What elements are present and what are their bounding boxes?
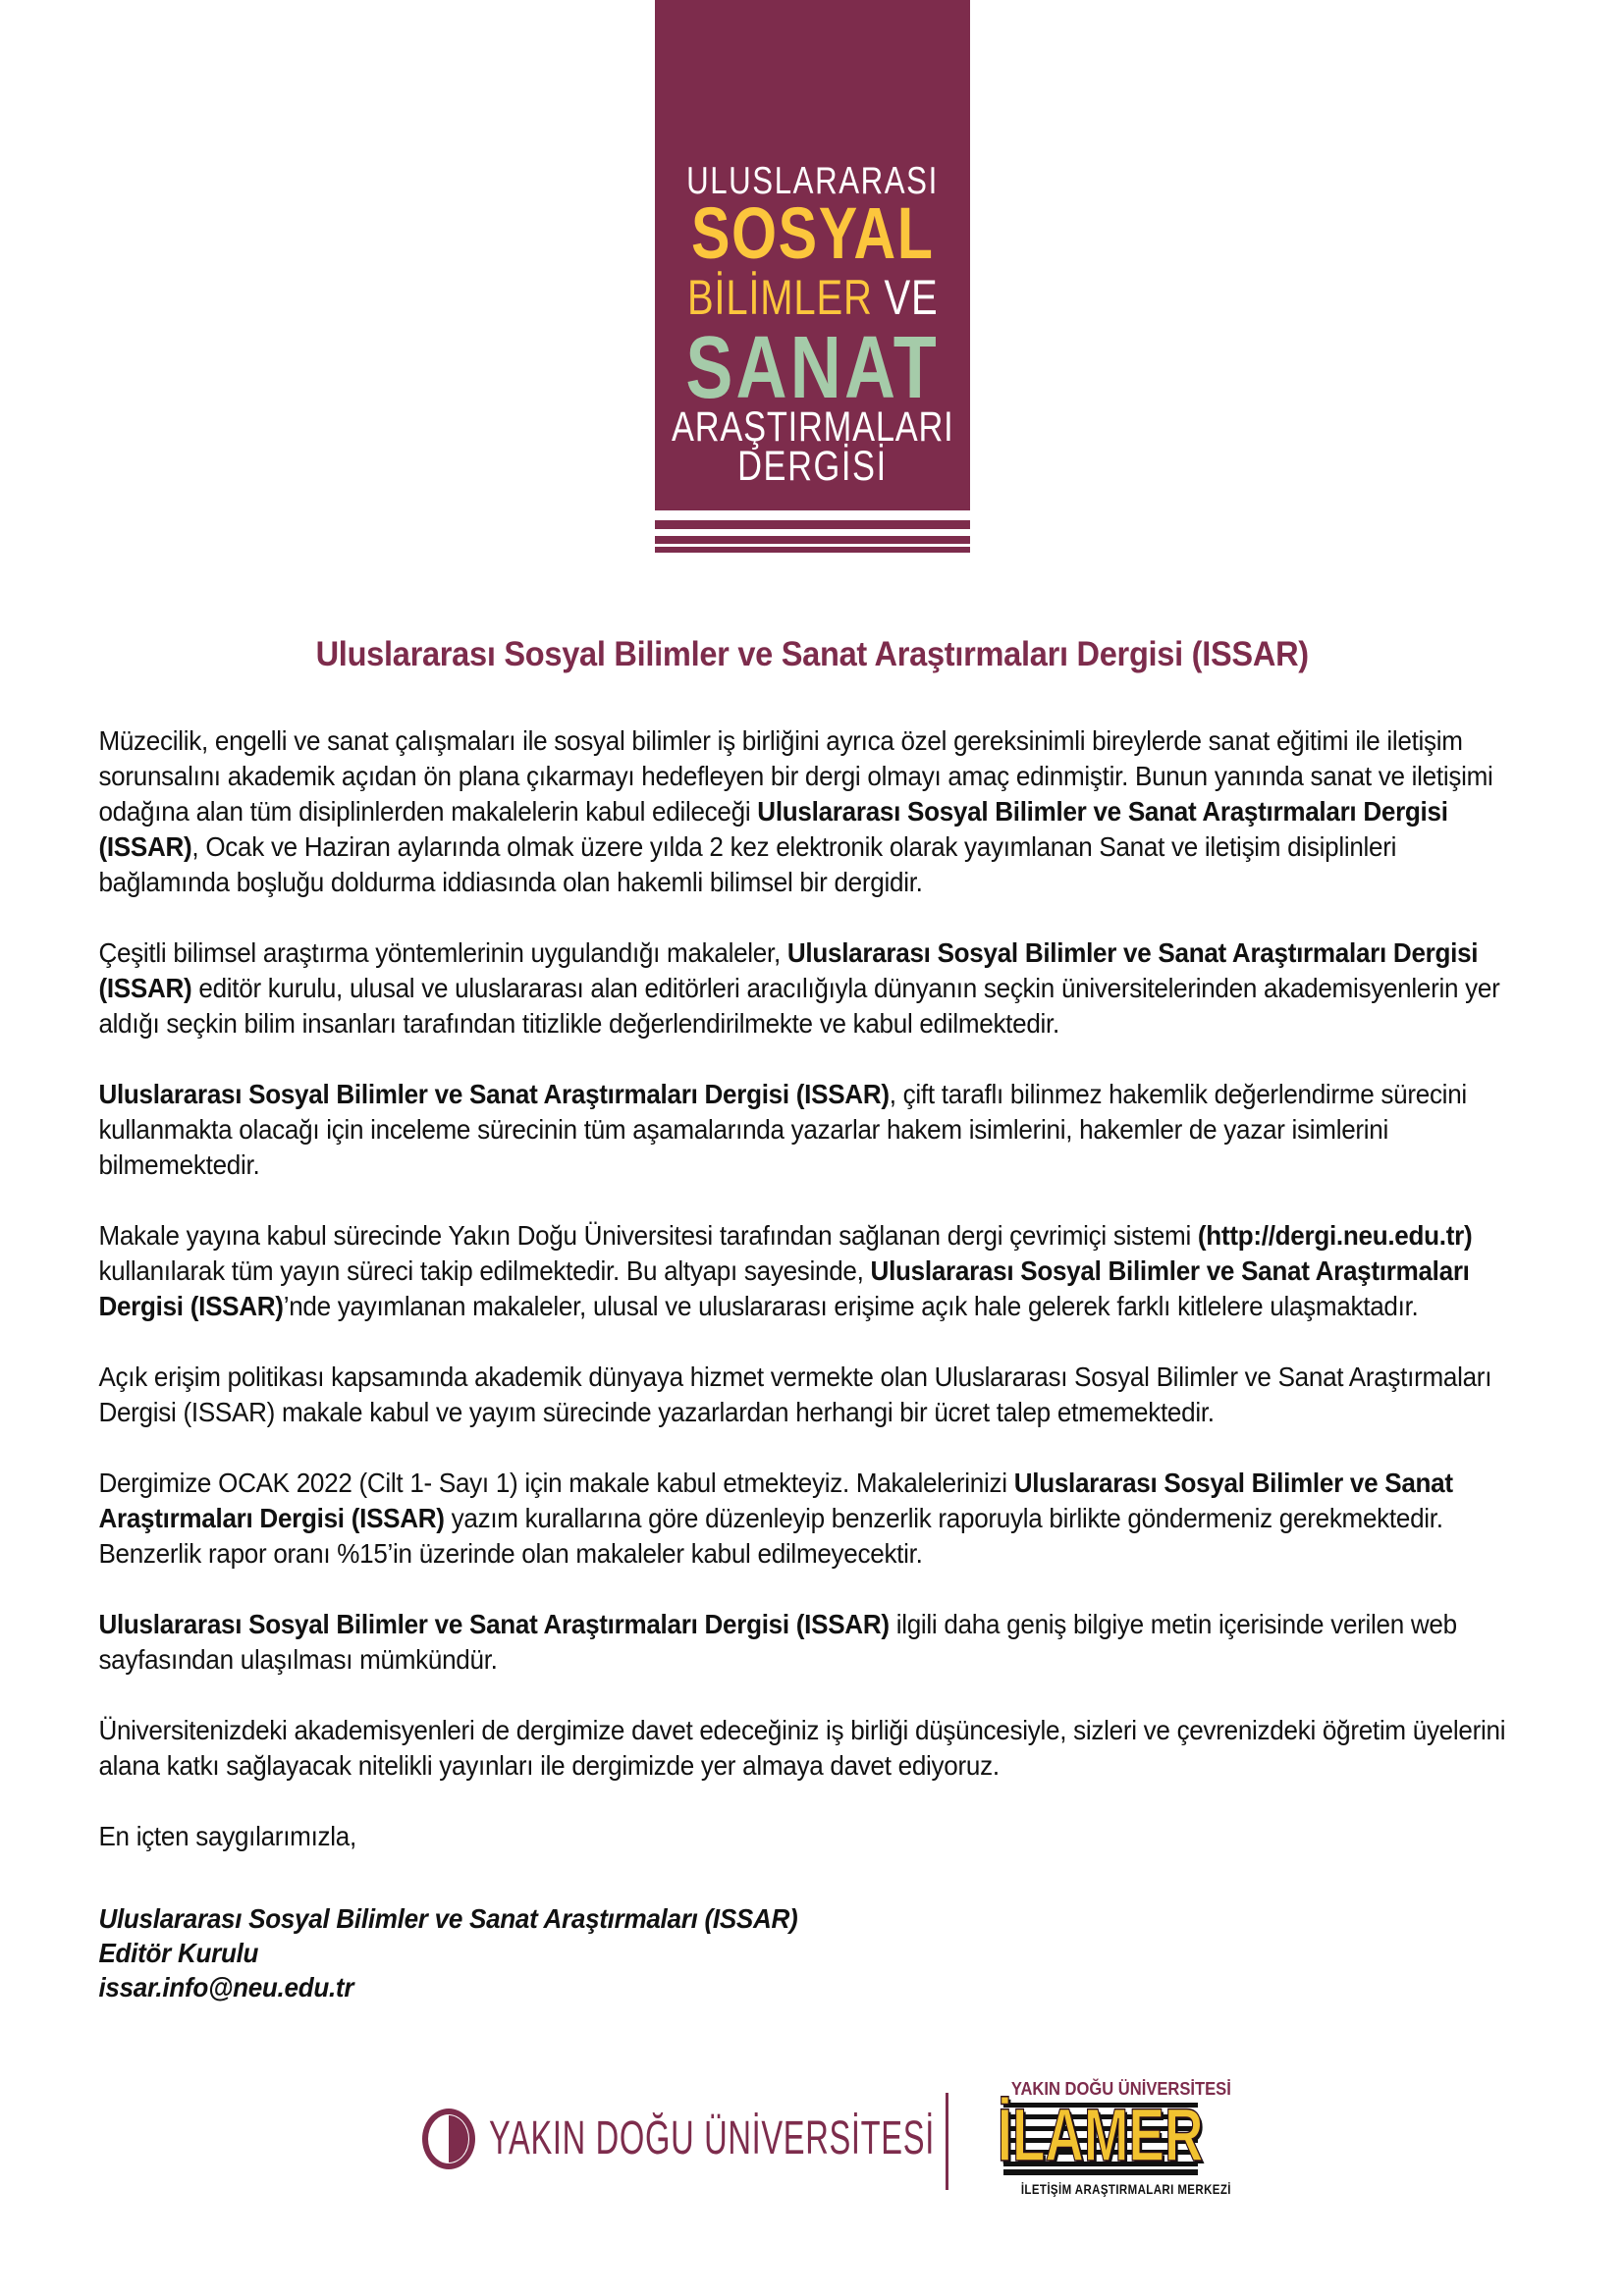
paragraph [98,1607,1526,1678]
paragraph [98,935,1526,1041]
paragraph [98,1077,1526,1183]
footer-divider [946,2093,948,2190]
banner-line-dergisi: DERGİSİ [737,443,888,490]
neu-crescent-circle-icon [422,2109,475,2169]
page-title: Uluslararası Sosyal Bilimler ve Sanat Araştırmaları Dergisi (ISSAR) [315,635,1309,673]
text-run: Uluslararası Sosyal Bilimler ve Sanat Araştırmaları Dergisi (ISSAR) [98,1468,1453,1533]
text-run: Uluslararası Sosyal Bilimler ve Sanat Araştırmaları Dergisi (ISSAR) [98,796,1448,862]
paragraph [98,1819,1526,1854]
signature-journal-name: Uluslararası Sosyal Bilimler ve Sanat Araştırmaları (ISSAR) [98,1903,798,1934]
signature-block [98,1901,1526,2004]
text-run: Üniversitenizdeki akademisyenleri de dergimize davet edeceğiniz iş birliği düşüncesiyle, sizleri ve çevrenizdeki öğretim üyelerini alana katkı sağlayacak nitelikli yayınları ile dergimizde yer almaya davet ediyoruz. [98,1715,1506,1781]
text-run: Çeşitli bilimsel araştırma yöntemlerinin uygulandığı makaleler, [98,937,787,968]
text-run: yazım kurallarına göre düzenleyip benzerlik raporuyla birlikte göndermeniz gerekmektedir. Benzerlik rapor oranı %15’in üzerinde olan makaleler kabul edilmeyecektir. [98,1503,1443,1569]
text-run: , çift taraflı bilinmez hakemlik değerlendirme sürecini kullanmakta olacağı için inceleme sürecinin tüm aşamalarında yazarlar hakem isimlerini, hakemler de yazar isimlerini bilmemektedir. [98,1079,1467,1180]
text-run: (http://dergi.neu.edu.tr) [1197,1220,1473,1251]
paragraph [98,723,1526,900]
signature-email: issar.info@neu.edu.tr [98,1972,354,2002]
text-run: editör kurulu, ulusal ve uluslararası alan editörleri aracılığıyla dünyanın seçkin üniversitelerinden akademisyenlerin yer aldığı seçkin bilim insanları tarafından titizlikle değerlendirilmekte ve kabul edilmektedir. [98,973,1500,1039]
text-run: Uluslararası Sosyal Bilimler ve Sanat Araştırmaları Dergisi (ISSAR) [98,937,1479,1003]
text-run: Uluslararası Sosyal Bilimler ve Sanat Araştırmaları Dergisi (ISSAR) [98,1609,890,1639]
body-paragraphs [98,723,1526,1854]
ilamer-university-text: YAKIN DOĞU ÜNİVERSİTESİ [1010,2079,1231,2099]
text-run: kullanılarak tüm yayın süreci takip edilmektedir. Bu altyapı sayesinde, [98,1255,871,1286]
text-run: , Ocak ve Haziran aylarında olmak üzere yılda 2 kez elektronik olarak yayımlanan Sanat ve iletişim disiplinleri bağlamında boşluğu doldurma iddiasında olan hakemli bilimsel bir dergidir. [98,831,1397,897]
ilamer-striped-block [998,2094,1204,2177]
text-run: Uluslararası Sosyal Bilimler ve Sanat Araştırmaları Dergisi (ISSAR) [98,1079,890,1109]
paragraph [98,1218,1526,1324]
banner-line-sosyal: SOSYAL [690,192,935,274]
text-run: Makale yayına kabul sürecinde Yakın Doğu Üniversitesi tarafından sağlanan dergi çevrimiçi sistemi [98,1220,1198,1251]
banner-line-sanat: SANAT [685,319,940,417]
ilamer-subtitle-text: İLETİŞİM ARAŞTIRMALARI MERKEZİ [1020,2181,1231,2197]
paragraph [98,1466,1526,1572]
text-run: Müzecilik, engelli ve sanat çalışmaları ile sosyal bilimler iş birliğini ayrıca özel gereksinimli bireylerde sanat eğitimi ile iletişim sorunsalını akademik açıdan ön plana çıkarmayı hedefleyen bir dergi olmayı amaç edinmiştir. Bunun yanında sanat ve iletişimi odağına alan tüm disiplinlerden makalelerin kabul edileceği [98,725,1493,827]
text-run: Açık erişim politikası kapsamında akademik dünyaya hizmet vermekte olan Uluslararası Sosyal Bilimler ve Sanat Araştırmaları Dergisi (ISSAR) makale kabul ve yayım sürecinde yazarlardan herhangi bir ücret talep etmemektedir. [98,1362,1492,1427]
signature-editorial-board: Editör Kurulu [98,1938,259,1968]
text-run: ’nde yayımlanan makaleler, ulusal ve uluslararası erişime açık hale gelerek farklı kitlelere ulaşmaktadır. [283,1291,1419,1321]
banner-word-bilimler: BİLİMLER [686,270,873,325]
banner-line-uluslararasi: ULUSLARARASI [686,160,939,202]
paragraph [98,1360,1526,1430]
text-run: Dergimize OCAK 2022 (Cilt 1- Sayı 1) için makale kabul etmekteyiz. Makalelerinizi [98,1468,1014,1498]
banner-word-ve: VE [884,270,939,325]
text-run: Uluslararası Sosyal Bilimler ve Sanat Araştırmaları Dergisi (ISSAR) [98,1255,1470,1321]
ilamer-wordmark: İLAMER [998,2094,1204,2177]
ilamer-logo [998,2079,1231,2197]
neu-logo-text: YAKIN DOĞU ÜNİVERSİTESİ [489,2112,935,2164]
text-run: ilgili daha geniş bilgiye metin içerisinde verilen web sayfasından ulaşılması mümkündür. [98,1609,1457,1675]
banner-line-arastirmalari: ARAŞTIRMALARI [671,403,954,451]
paragraph [98,1713,1526,1784]
text-run: En içten saygılarımızla, [98,1821,356,1851]
